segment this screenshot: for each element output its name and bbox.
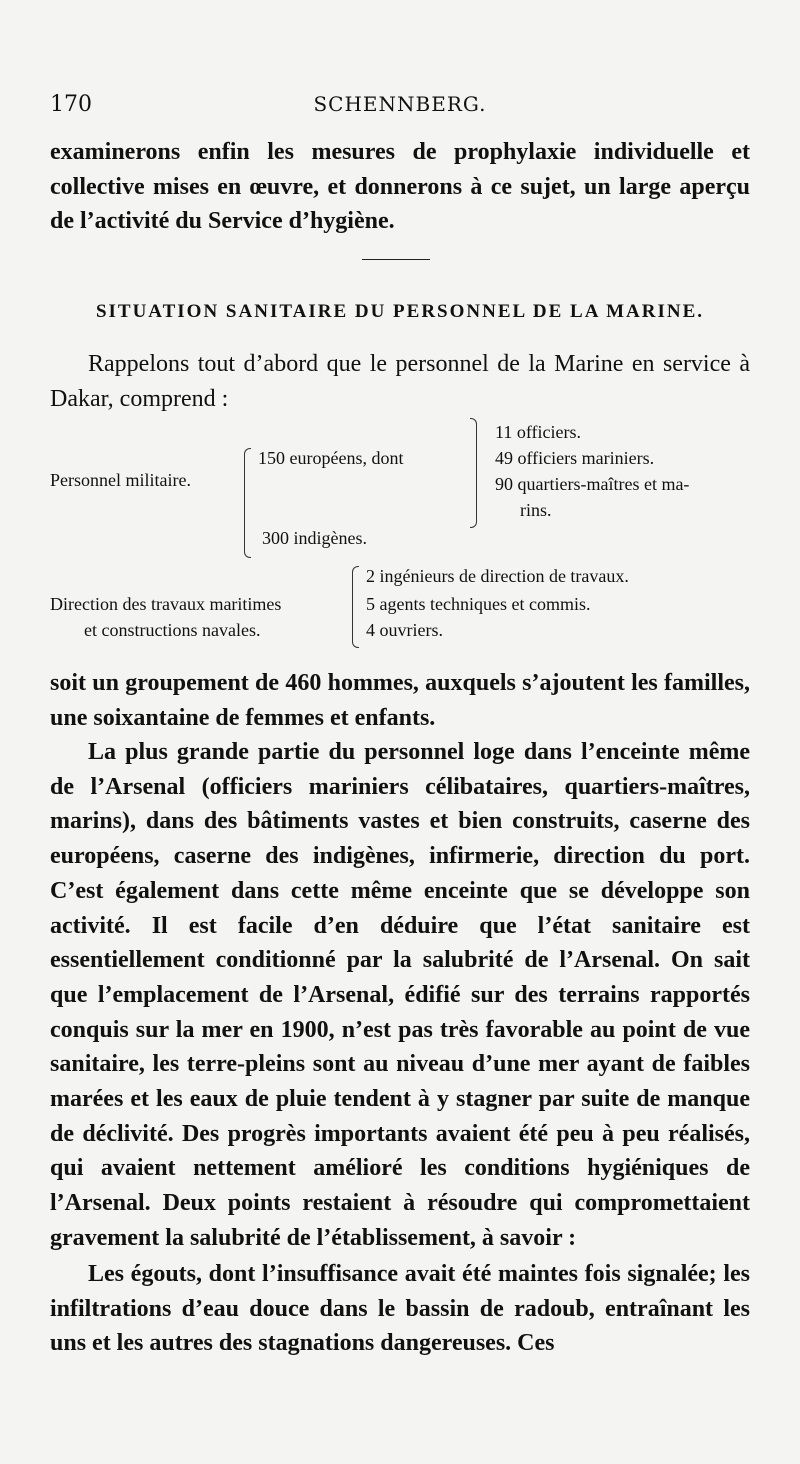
rappel-paragraph: Rappelons tout d’abord que le personnel de la Marine en service à Dakar, comprend :	[50, 351, 750, 412]
section-heading: SITUATION SANITAIRE DU PERSONNEL DE LA MARINE.	[95, 301, 705, 322]
ingenieurs-entry: 2 ingénieurs de direction de travaux.	[366, 566, 629, 586]
egouts-paragraph: Les égouts, dont l’insuffisance avait été maintes fois signalée; les infiltrations d’eau douce dans le bassin de radoub, entraînant les uns et les autres des stagnations dangereuses. Ces	[50, 1261, 750, 1357]
running-title: SCHENNBERG.	[313, 92, 487, 116]
europeans-entry: 150 européens, dont	[258, 448, 404, 468]
direction-label: Direction des travaux maritimes	[50, 594, 282, 614]
arsenal-paragraph: La plus grande partie du personnel loge dans l’enceinte même de l’Arsenal (officiers mariniers célibataires, quartiers-maîtres, marins), dans des bâtiments vastes et bien construits, caserne des européens, caserne des indigènes, infirmerie, direction du port. C’est également dans cette même enceinte que se développe son activité. Il est facile d’en déduire que l’état sanitaire est essentiellement conditionné par la salubrité de l’Arsenal. On sait que l’emplacement de l’Arsenal, édifié sur des terrains rapportés conquis sur la mer en 1900, n’est pas très favorable au point de vue sanitaire, les terre-pleins sont au niveau d’une mer ayant de faibles marées et les eaux de pluie tendent à y stagner par suite de manque de déclivité. Des progrès importants avaient été peu à peu réalisés, qui avaient nettement amélioré les conditions hygiéniques de l’Arsenal. Deux points restaient à résoudre qui compromettaient gravement la salubrité de l’établissement, à savoir :	[50, 739, 750, 1251]
groupement-paragraph: soit un groupement de 460 hommes, auxquels s’ajoutent les familles, une soixantaine de femmes et enfants.	[50, 670, 750, 731]
direction-label-continuation: et constructions navales.	[84, 620, 261, 640]
europeans-brace	[470, 418, 477, 528]
military-brace	[244, 448, 251, 558]
page-number: 170	[50, 92, 92, 117]
officiers-mariniers-entry: 49 officiers mariniers.	[495, 448, 655, 468]
quartiers-maitres-entry: 90 quartiers-maîtres et ma-	[495, 474, 690, 494]
page-header	[50, 92, 750, 122]
intro-paragraph: examinerons enfin les mesures de prophylaxie individuelle et collective mises en œuvre, et donnerons à ce sujet, un large aperçu de l’activité du Service d’hygiène.	[50, 139, 750, 235]
ouvriers-entry: 4 ouvriers.	[366, 620, 443, 640]
agents-entry: 5 agents techniques et commis.	[366, 594, 591, 614]
military-label: Personnel militaire.	[50, 470, 191, 490]
quartiers-maitres-continuation: rins.	[520, 500, 552, 520]
direction-brace	[352, 566, 359, 648]
separator-rule	[362, 259, 430, 260]
indigenes-entry: 300 indigènes.	[262, 528, 367, 548]
officers-entry: 11 officiers.	[495, 422, 581, 442]
